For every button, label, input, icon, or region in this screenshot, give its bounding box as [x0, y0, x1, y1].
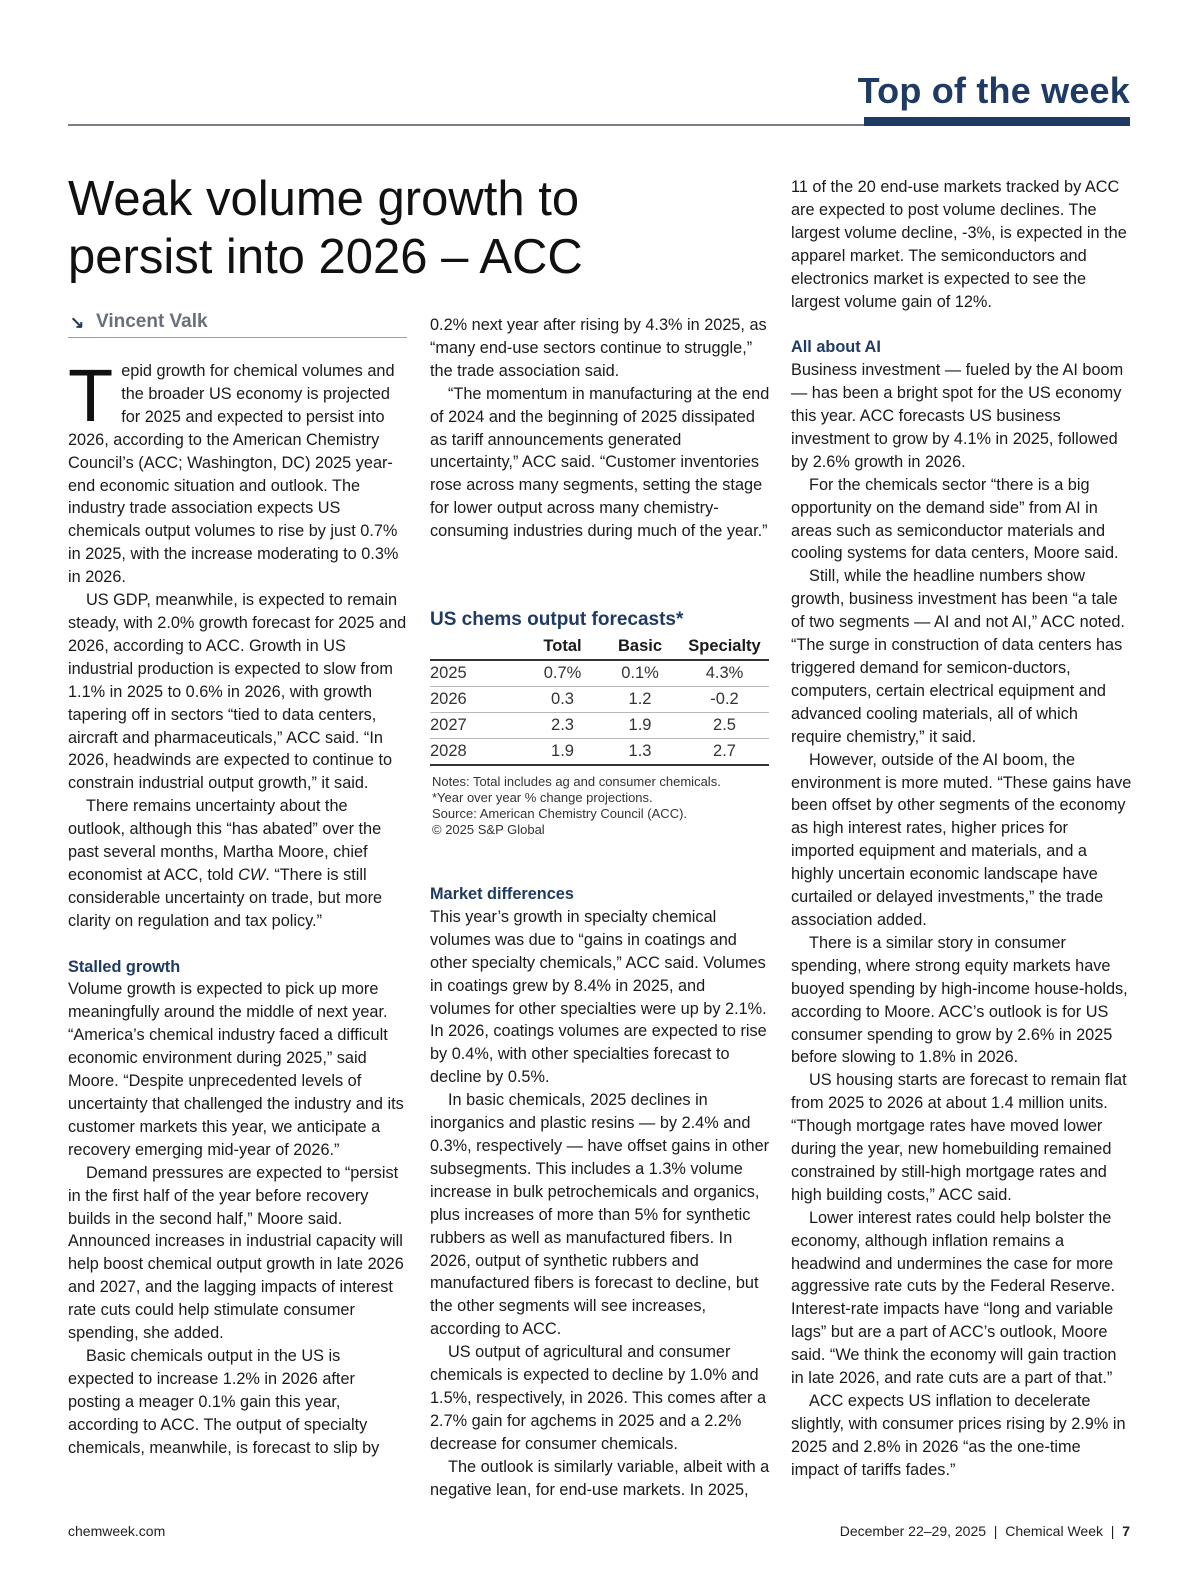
forecast-table [430, 609, 769, 838]
table-cell: 0.7% [525, 660, 600, 687]
table-header-cell: Basic [600, 635, 680, 660]
table-row [430, 713, 769, 739]
subheading-stalled-growth: Stalled growth [68, 957, 181, 976]
header-accent-bar [864, 117, 1130, 126]
section-label: Top of the week [857, 70, 1130, 111]
drop-cap: T [68, 354, 114, 437]
paragraph: Business investment — fueled by the AI boom — has been a bright spot for the US economy this year. ACC forecasts US business investment to grow by 4.1% in 2025, followed by 2.6% growth in 2026. [791, 361, 1124, 471]
forecast-data-table [430, 635, 769, 766]
column-3 [791, 176, 1133, 1482]
table-cell: 2.5 [680, 713, 769, 739]
table-cell: 2026 [430, 687, 525, 713]
table-note: Notes: Total includes ag and consumer chemicals. [432, 774, 721, 789]
paragraph: There is a similar story in consumer spending, where strong equity markets have buoyed spending by high-income house-holds, according to Moore. ACC’s outlook is for US consumer spending to grow by 2.6% in 2025 before slowing to 1.8% in 2026. [791, 933, 1128, 1067]
table-title: US chems output forecasts* [430, 609, 684, 630]
table-row [430, 739, 769, 766]
footer-issue: December 22–29, 2025 | Chemical Week | 7 [839, 1523, 1130, 1539]
paragraph: The outlook is similarly variable, albeit with a negative lean, for end-use markets. In 2025, [430, 1457, 770, 1499]
table-cell: 2028 [430, 739, 525, 766]
table-header-cell: Total [525, 635, 600, 660]
paragraph: Volume growth is expected to pick up more meaningfully around the middle of next year. “America’s chemical industry faced a difficult economic environment during 2025,” said Moore. “Despite unprecedented levels of uncertainty that challenged the industry and its customer markets this year, we anticipate a recovery emerging mid-year of 2026.” [68, 980, 404, 1159]
table-cell: 2.3 [525, 713, 600, 739]
table-cell: 1.9 [600, 713, 680, 739]
subheading-all-about-ai: All about AI [791, 338, 881, 357]
column-2-top [430, 314, 770, 543]
paragraph: In basic chemicals, 2025 declines in inorganics and plastic resins — by 2.4% and 0.3%, respectively — have offset gains in other subsegments. This includes a 1.3% volume increase in bulk petrochemicals and organics, plus increases of more than 5% for synthetic rubbers as well as manufactured fibers. In 2026, output of synthetic rubbers and manufactured fibers is forecast to decline, but the other segments will see increases, according to ACC. [430, 1091, 770, 1339]
page-number: 7 [1122, 1523, 1130, 1539]
table-row [430, 687, 769, 713]
paragraph: Still, while the headline numbers show growth, business investment has been “a tale of two segments — AI and not AI,” ACC noted. “The surge in construction of data centers has triggered demand for semicon-ductors, computers, certain electrical equipment and advanced cooling materials, all of which require chemistry,” it said. [791, 567, 1125, 746]
table-cell: 0.1% [600, 660, 680, 687]
headline: Weak volume growth to persist into 2026 – ACC [68, 172, 583, 284]
paragraph: US output of agricultural and consumer chemicals is expected to decline by 1.0% and 1.5%, respectively, in 2026. This comes after a 2.7% gain for agchems in 2025 and a 2.2% decrease for consumer chemicals. [430, 1343, 767, 1453]
paragraph: “The momentum in manufacturing at the end of 2024 and the beginning of 2025 dissipated as tariff announcements generated uncertainty,” ACC said. “Customer inventories rose across many segments, setting the stage for lower output across many chemistry-consuming industries during much of the year.” [430, 384, 770, 541]
column-1 [68, 354, 408, 1459]
paragraph: US housing starts are forecast to remain flat from 2025 to 2026 at about 1.4 million units. “Though mortgage rates have moved lower during the year, new homebuilding remained constrained by still-high mortgage rates and high building costs,” ACC said. [791, 1071, 1127, 1204]
subheading-market-differences: Market differences [430, 885, 574, 903]
paragraph: 11 of the 20 end-use markets tracked by ACC are expected to post volume declines. The largest volume decline, -3%, is expected in the apparel market. The semiconductors and electronics market is expected to see the largest volume gain of 12%. [791, 178, 1127, 311]
table-cell: 1.3 [600, 739, 680, 766]
table-cell: 2027 [430, 713, 525, 739]
table-cell: 1.9 [525, 739, 600, 766]
column-2-bottom [430, 883, 770, 1501]
paragraph: This year’s growth in specialty chemical volumes was due to “gains in coatings and other specialty chemicals,” ACC said. Volumes in coatings grew by 8.4% in 2025, and volumes for other specialties were up by 2.1%. In 2026, coatings volumes are expected to rise by 0.4%, with other specialties forecast to decline by 0.5%. [430, 907, 767, 1087]
paragraph: Basic chemicals output in the US is expected to increase 1.2% in 2026 after posting a meager 0.1% gain this year, according to ACC. The output of specialty chemicals, meanwhile, is forecast to slip by [68, 1346, 380, 1457]
paragraph: 0.2% next year after rising by 4.3% in 2025, as “many end-use sectors continue to struggle,” the trade association said. [430, 316, 767, 380]
table-header-row [430, 635, 769, 660]
table-cell: 2025 [430, 660, 525, 687]
table-cell: -0.2 [680, 687, 769, 713]
table-cell: 1.2 [600, 687, 680, 713]
table-notes [430, 774, 769, 838]
author-name: Vincent Valk [96, 311, 208, 332]
paragraph: Tepid growth for chemical volumes and the broader US economy is projected for 2025 and expected to persist into 2026, according to the American Chemistry Council’s (ACC; Washington, DC) 2025 year-end economic situation and outlook. The industry trade association expects US chemicals output volumes to rise by just 0.7% in 2025, with the increase moderating to 0.3% in 2026. [68, 354, 399, 587]
table-header-cell: Specialty [680, 635, 769, 660]
table-note: © 2025 S&P Global [432, 822, 545, 837]
table-header-cell [430, 635, 525, 660]
paragraph: There remains uncertainty about the outlook, although this “has abated” over the past several months, Martha Moore, chief economist at ACC, told CW. “There is still considerable uncertainty on trade, but more clarity on regulation and tax policy.” [68, 797, 383, 930]
table-cell: 4.3% [680, 660, 769, 687]
paragraph: Demand pressures are expected to “persist in the first half of the year before recovery builds in the second half,” Moore said. Announced increases in industrial capacity will help boost chemical output growth in late 2026 and 2027, and the lagging impacts of interest rate cuts could help stimulate consumer spending, she added. [68, 1163, 404, 1343]
table-note: Source: American Chemistry Council (ACC). [432, 806, 688, 821]
table-note: *Year over year % change projections. [432, 790, 653, 805]
paragraph: Lower interest rates could help bolster the economy, although inflation remains a headwind and undermines the case for more aggressive rate cuts by the Federal Reserve. Interest-rate impacts have “long and variable lags” but are a part of ACC’s outlook, Moore said. “We think the economy will gain traction in late 2026, and rate cuts are a part of that.” [791, 1208, 1117, 1388]
arrow-down-right-icon: ↘ [70, 313, 85, 332]
table-cell: 0.3 [525, 687, 600, 713]
table-cell: 2.7 [680, 739, 769, 766]
paragraph: For the chemicals sector “there is a big opportunity on the demand side” from AI in areas such as semiconductor materials and cooling systems for data centers, Moore said. [791, 475, 1119, 563]
paragraph: However, outside of the AI boom, the environment is more muted. “These gains have been offset by other segments of the economy as high interest rates, higher prices for imported equipment and materials, and a highly uncertain economic landscape have curtailed or delayed investments,” the trade association added. [791, 750, 1132, 929]
byline [68, 311, 407, 338]
paragraph: ACC expects US inflation to decelerate slightly, with consumer prices rising by 2.9% in 2025 and 2.8% in 2026 “as the one-time impact of tariffs fades.” [791, 1392, 1126, 1479]
paragraph: US GDP, meanwhile, is expected to remain steady, with 2.0% growth forecast for 2025 and 2026, according to ACC. Growth in US industrial production is expected to slow from 1.1% in 2025 to 0.6% in 2026, with growth tapering off in sectors “tied to data centers, aircraft and pharmaceuticals,” ACC said. “In 2026, headwinds are expected to continue to constrain industrial output growth,” it said. [68, 591, 407, 793]
footer-website[interactable]: chemweek.com [68, 1523, 166, 1539]
table-row [430, 660, 769, 687]
